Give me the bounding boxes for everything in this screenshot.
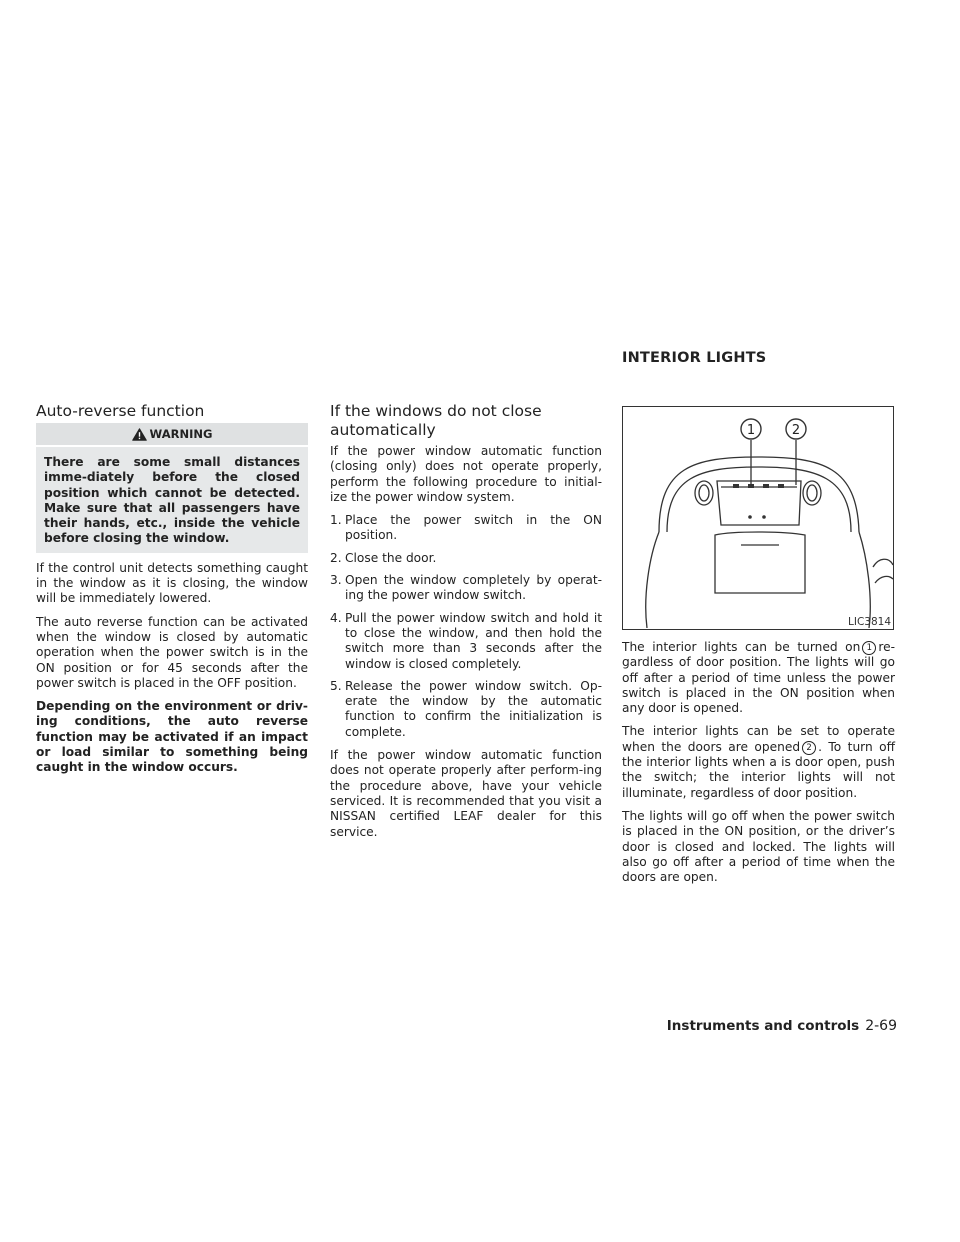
- warning-text: There are some small distances imme-diately before the closed position which cannot be detected. Make sure that all passengers have their hands, etc., inside the vehicle before closing the window.: [44, 455, 300, 546]
- text-fragment: The interior lights can be turned on: [622, 640, 861, 654]
- step-item: [330, 611, 602, 672]
- step-number: 5.: [330, 678, 342, 693]
- step-number: 2.: [330, 550, 342, 565]
- heading-windows-not-close: [330, 402, 602, 440]
- footer-title: Instruments and controls: [666, 1018, 860, 1034]
- step-number: 1.: [330, 513, 342, 528]
- step-text: Pull the power window switch and hold it to close the window, and then hold the switch more than 3 seconds after the window is closed completely.: [345, 610, 602, 671]
- text-fragment: re-gardless of door position. The lights will go off after a period of time unless the power switch is placed in the ON position when any door is opened.: [622, 640, 895, 716]
- heading-line-2: automatically: [330, 421, 436, 439]
- callout-2-label: 2: [791, 423, 801, 438]
- step-number: 3.: [330, 573, 342, 588]
- page-footer: [622, 1018, 897, 1034]
- figure-code: LIC3814: [848, 616, 891, 628]
- warning-label: WARNING: [149, 427, 213, 441]
- paragraph: The auto reverse function can be activated when the window is closed by automatic operation when the power switch is in the ON position or for 45 seconds after the power switch is placed in the OFF position.: [36, 614, 308, 690]
- text-fragment: . To turn off the interior lights when a is door open, push the switch; the interior lights will not illuminate, regardless of door position.: [622, 739, 896, 800]
- step-text: Open the window completely by operat-ing the power window switch.: [345, 573, 602, 603]
- interior-light-illustration: [623, 407, 893, 628]
- section-header: INTERIOR LIGHTS: [622, 350, 767, 366]
- warning-triangle-icon: [132, 428, 147, 441]
- step-text: Close the door.: [345, 550, 437, 565]
- paragraph: If the control unit detects something caught in the window as it is closing, the window will be immediately lowered.: [36, 560, 308, 606]
- column-windows-not-close: [330, 402, 602, 848]
- text-fragment: The interior lights can be set to operate when the doors are opened: [622, 724, 895, 754]
- column-interior-lights: [622, 406, 895, 893]
- procedure-steps: [330, 513, 602, 740]
- step-item: [330, 679, 602, 740]
- warning-box: [36, 423, 308, 553]
- callout-1-inline: 1: [862, 641, 876, 655]
- callout-1-label: 1: [746, 423, 756, 438]
- step-item: [330, 551, 602, 566]
- paragraph: If the power window automatic function does not operate properly after perform-ing the procedure above, have your vehicle serviced. It is recommended that you visit a NISSAN certified LEAF dealer for this service.: [330, 748, 602, 839]
- warning-header: [36, 423, 308, 447]
- step-item: [330, 513, 602, 544]
- interior-light-figure: [622, 406, 894, 630]
- paragraph: The lights will go off when the power switch is placed in the ON position, or the driver’s door is closed and locked. The lights will also go off after a period of time when the doors are open.: [622, 808, 895, 885]
- column-auto-reverse: [36, 402, 308, 784]
- heading-line-1: If the windows do not close: [330, 402, 542, 420]
- step-item: [330, 573, 602, 604]
- paragraph: [622, 724, 895, 800]
- paragraph: If the power window automatic function (closing only) does not operate properly, perform the following procedure to initial-ize the power window system.: [330, 444, 602, 504]
- bold-note: Depending on the environment or driv-ing conditions, the auto reverse function may be activated if an impact or load similar to something being caught in the window occurs.: [36, 699, 308, 775]
- heading-auto-reverse: Auto-reverse function: [36, 402, 205, 420]
- step-number: 4.: [330, 610, 342, 625]
- page-number: 2-69: [865, 1018, 897, 1034]
- step-text: Place the power switch in the ON position.: [345, 513, 602, 543]
- step-text: Release the power window switch. Op-erate the window by the automatic function to confirm the initialization is complete.: [345, 678, 602, 739]
- callout-2-inline: 2: [802, 741, 816, 755]
- paragraph: [622, 640, 895, 716]
